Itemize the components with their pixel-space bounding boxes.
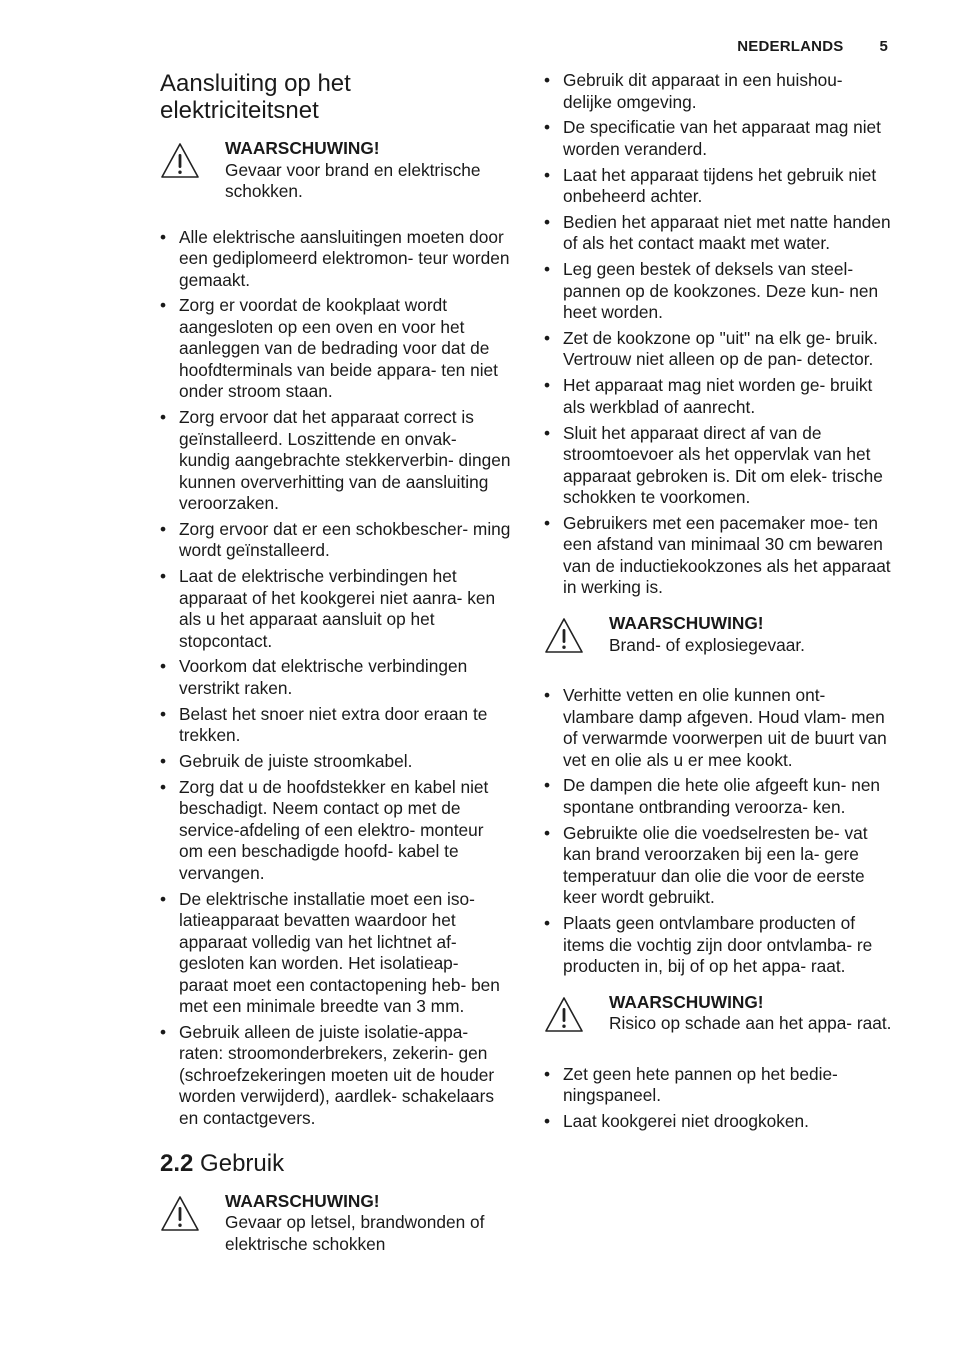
list-item: • Zorg ervoor dat er een schokbescher- ming wordt geïnstalleerd. [160, 519, 512, 562]
warning-triangle-icon [160, 142, 200, 180]
list-item: • Laat kookgerei niet droogkoken. [544, 1111, 896, 1133]
list-item: • Leg geen bestek of deksels van steel- pannen op de kookzones. Deze kun- nen heet worden. [544, 259, 896, 324]
list-item: • Alle elektrische aansluitingen moeten door een gediplomeerd elektromon- teur worden gemaakt. [160, 227, 512, 292]
list-item: • Voorkom dat elektrische verbindingen verstrikt raken. [160, 656, 512, 699]
section-title-electrical-connection: Aansluiting op het elektriciteitsnet [160, 70, 351, 124]
section-title-usage [160, 1150, 512, 1177]
left-column [160, 70, 512, 1279]
warning-triangle-icon [160, 1195, 200, 1233]
warning-title: WAARSCHUWING! [225, 138, 380, 158]
list-item: • Gebruik alleen de juiste isolatie-appa- raten: stroomonderbrekers, zekerin- gen (schroefzekeringen moeten uit de houder worden verwijderd), aardlek- schakelaars en contactgevers. [160, 1022, 512, 1130]
language-label: NEDERLANDS [737, 38, 844, 55]
list-item: • Zet de kookzone op "uit" na elk ge- bruik. Vertrouw niet alleen op de pan- detector. [544, 328, 896, 371]
list-item: • Zet geen hete pannen op het bedie- ningspaneel. [544, 1064, 896, 1107]
warning-box [544, 992, 896, 1040]
list-item: • Gebruikers met een pacemaker moe- ten een afstand van minimaal 30 cm bewaren van de inductiekookzones als het apparaat in werking is. [544, 513, 896, 599]
list-item: • De specificatie van het apparaat mag niet worden veranderd. [544, 117, 896, 160]
warning-box [160, 138, 512, 203]
list-item: • Gebruikte olie die voedselresten be- vat kan brand veroorzaken bij een la- gere temperatuur dan olie die voor de eerste keer wordt gebruikt. [544, 823, 896, 909]
list-item: • Laat het apparaat tijdens het gebruik niet onbeheerd achter. [544, 165, 896, 208]
warning-title: WAARSCHUWING! [609, 613, 764, 634]
warning-title: WAARSCHUWING! [609, 991, 764, 1012]
list-item: • Verhitte vetten en olie kunnen ont- vlambare damp afgeven. Houd vlam- men of verwarmde voorwerpen uit de buurt van vet en olie als u er mee kookt. [544, 685, 896, 771]
list-item: • Belast het snoer niet extra door eraan te trekken. [160, 704, 512, 747]
section-title-text: Gebruik [200, 1149, 285, 1177]
warning-text: Gevaar op letsel, brandwonden of elektrische schokken [225, 1212, 485, 1254]
list-item: • Plaats geen ontvlambare producten of items die vochtig zijn door ontvlamba- re producten in, bij of op het appa- raat. [544, 913, 896, 978]
right-column [544, 70, 896, 1137]
warning-triangle-icon [544, 617, 584, 655]
warning-box [544, 613, 896, 661]
warning-text: Risico op schade aan het appa- raat. [609, 1013, 892, 1034]
list-item: • Zorg dat u de hoofdstekker en kabel niet beschadigt. Neem contact op met de service-afdeling of een elektro- monteur om een beschadigde hoofd- kabel te vervangen. [160, 777, 512, 885]
list-item: • Laat de elektrische verbindingen het apparaat of het kookgerei niet aanra- ken als u het apparaat aansluit op het stopcontact. [160, 566, 512, 652]
list-item: • Sluit het apparaat direct af van de stroomtoevoer als het oppervlak van het apparaat gebroken is. Dit om elek- trische schokken te voorkomen. [544, 423, 896, 509]
warning-box [160, 1191, 512, 1256]
warning-text: Brand- of explosiegevaar. [609, 634, 805, 655]
list-item: • Zorg ervoor dat het apparaat correct is geïnstalleerd. Loszittende en onvak- kundig aangebrachte stekkerverbin- dingen kunnen oververhitting van de aansluiting veroorzaken. [160, 407, 512, 515]
page-header [737, 38, 888, 55]
warning-text: Gevaar voor brand en elektrische schokken. [225, 159, 481, 201]
bullet-list [160, 227, 512, 1130]
list-item: • Bedien het apparaat niet met natte handen of als het contact maakt met water. [544, 212, 896, 255]
list-item: • Het apparaat mag niet worden ge- bruikt als werkblad of aanrecht. [544, 375, 896, 418]
bullet-list [544, 685, 896, 977]
bullet-list [544, 1064, 896, 1133]
page-number: 5 [879, 38, 888, 55]
list-item: • Gebruik de juiste stroomkabel. [160, 751, 512, 773]
bullet-list [544, 70, 896, 599]
list-item: • De dampen die hete olie afgeeft kun- nen spontane ontbranding veroorza- ken. [544, 775, 896, 818]
list-item: • Gebruik dit apparaat in een huishou- delijke omgeving. [544, 70, 896, 113]
list-item: • De elektrische installatie moet een iso- latieapparaat bevatten waardoor het apparaat volledig van het lichtnet af- gesloten kan worden. Het isolatieap- paraat moet een contactopening heb- ben met een minimale breedte van 3 mm. [160, 889, 512, 1018]
list-item: • Zorg er voordat de kookplaat wordt aangesloten op een oven en voor het aanleggen van de bedrading voor dat de hoofdterminals van beide appara- ten niet onder stroom staan. [160, 295, 512, 403]
warning-title: WAARSCHUWING! [225, 1190, 380, 1211]
section-number: 2.2 [160, 1149, 194, 1177]
warning-triangle-icon [544, 996, 584, 1034]
